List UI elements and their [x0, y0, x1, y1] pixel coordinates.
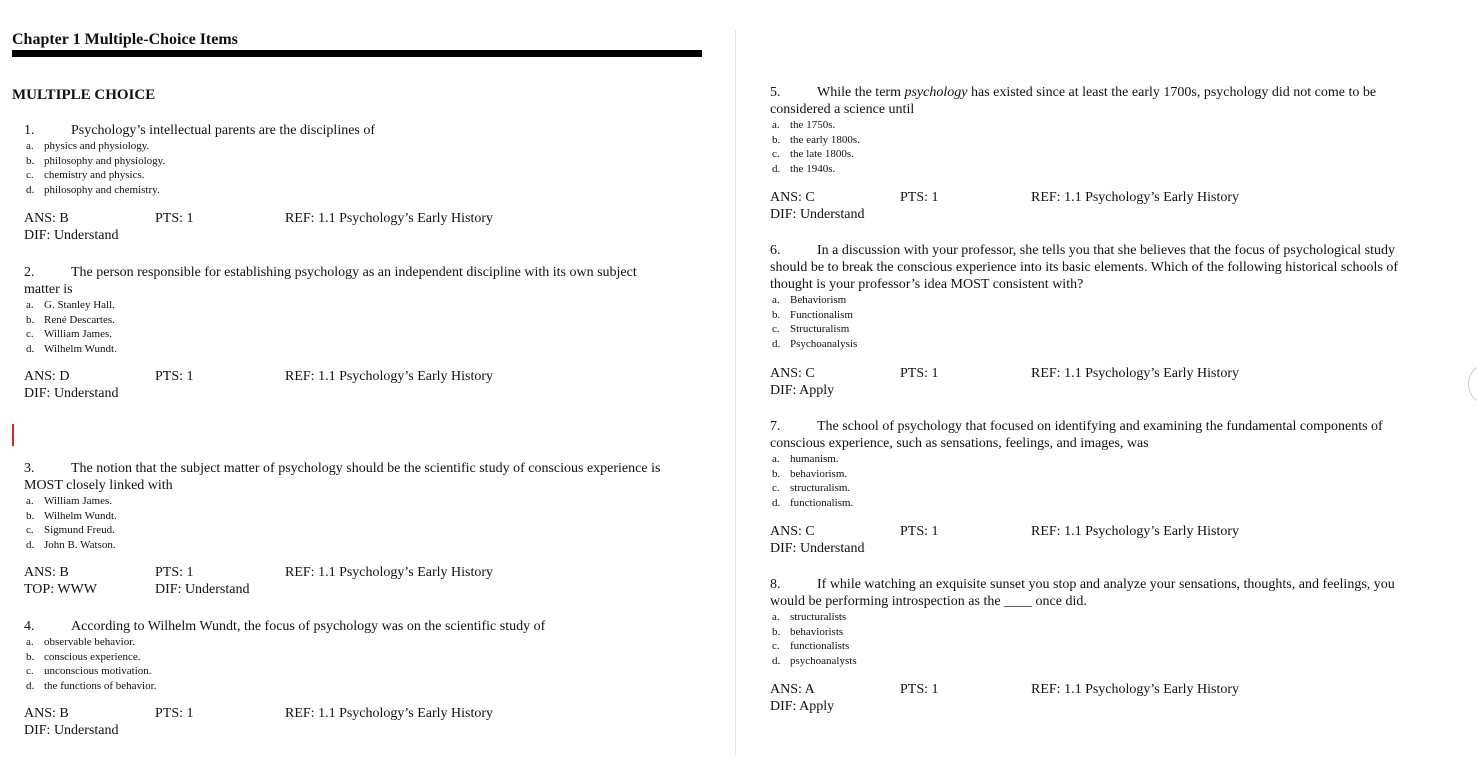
option-c: c. functionalists	[772, 640, 850, 653]
title-rule	[12, 50, 702, 57]
question-number: 1.	[24, 123, 35, 138]
option-d: d. the 1940s.	[772, 163, 836, 176]
question-number: 6.	[770, 243, 781, 258]
question-4	[24, 618, 545, 694]
difficulty: DIF: Apply	[770, 383, 835, 398]
option-c: c. chemistry and physics.	[26, 169, 145, 182]
options-list	[24, 298, 637, 357]
difficulty: DIF: Understand	[24, 723, 119, 738]
options-list	[24, 139, 375, 198]
option-c: c. Sigmund Freud.	[26, 524, 115, 537]
option-b: b. the early 1800s.	[772, 133, 860, 146]
options-list	[770, 452, 1383, 511]
section-heading: MULTIPLE CHOICE	[12, 87, 156, 103]
option-d: d. functionalism.	[772, 497, 854, 510]
answer-meta-2	[24, 368, 724, 402]
reference: REF: 1.1 Psychology’s Early History	[285, 706, 494, 721]
points: PTS: 1	[900, 524, 939, 539]
answer-meta-6	[770, 365, 1470, 399]
points: PTS: 1	[155, 211, 194, 226]
answer-key: ANS: C	[770, 190, 815, 205]
points: PTS: 1	[155, 565, 194, 580]
question-stem-cont: matter is	[24, 282, 73, 297]
difficulty: DIF: Apply	[770, 699, 835, 714]
question-number: 7.	[770, 419, 781, 434]
question-stem: Psychology’s intellectual parents are the disciplines of	[71, 123, 376, 138]
option-a: a. G. Stanley Hall.	[26, 299, 115, 311]
option-d: d. Wilhelm Wundt.	[26, 343, 117, 356]
page-divider	[735, 30, 736, 755]
answer-meta-8	[770, 681, 1470, 715]
options-list	[24, 494, 660, 553]
question-stem: According to Wilhelm Wundt, the focus of psychology was on the scientific study of	[71, 619, 546, 634]
option-c: c. William James.	[26, 328, 112, 341]
option-a: a. Behaviorism	[772, 294, 847, 306]
answer-meta-4	[24, 705, 724, 739]
question-6	[770, 242, 1398, 352]
answer-meta-7	[770, 523, 1470, 557]
options-list	[770, 118, 1376, 177]
option-a: a. William James.	[26, 495, 112, 507]
page-title: Chapter 1 Multiple-Choice Items	[12, 31, 238, 48]
option-d: d. psychoanalysts	[772, 655, 857, 668]
points: PTS: 1	[900, 190, 939, 205]
answer-key: ANS: C	[770, 366, 815, 381]
topic: TOP: WWW	[24, 582, 97, 597]
points: PTS: 1	[155, 706, 194, 721]
option-d: d. philosophy and chemistry.	[26, 184, 160, 197]
option-c: c. unconscious motivation.	[26, 665, 152, 678]
question-stem: The notion that the subject matter of psychology should be the scientific study of conscious experience is	[71, 461, 661, 476]
reference: REF: 1.1 Psychology’s Early History	[1031, 190, 1240, 205]
question-1	[24, 122, 375, 198]
difficulty: DIF: Understand	[770, 541, 865, 556]
reference: REF: 1.1 Psychology’s Early History	[285, 369, 494, 384]
question-3	[24, 460, 660, 553]
question-stem-cont: MOST closely linked with	[24, 478, 173, 493]
answer-meta-5	[770, 189, 1470, 223]
answer-key: ANS: C	[770, 524, 815, 539]
question-stem: While the term psychology has existed since at least the early 1700s, psychology did not come to be	[817, 85, 1377, 100]
option-a: a. structuralists	[772, 611, 847, 623]
difficulty: DIF: Understand	[155, 582, 250, 597]
answer-key: ANS: B	[24, 706, 69, 721]
option-b: b. behaviorism.	[772, 467, 848, 480]
answer-meta-3	[24, 564, 724, 598]
option-b: b. Functionalism	[772, 308, 853, 321]
options-list	[770, 610, 1395, 669]
options-list	[24, 635, 545, 694]
question-stem: If while watching an exquisite sunset you stop and analyze your sensations, thoughts, and feelings, you	[817, 577, 1395, 592]
question-stem-cont: would be performing introspection as the ____ once did.	[770, 594, 1087, 609]
points: PTS: 1	[900, 682, 939, 697]
difficulty: DIF: Understand	[24, 228, 119, 243]
question-8	[770, 576, 1395, 669]
reference: REF: 1.1 Psychology’s Early History	[1031, 682, 1240, 697]
italic-term: psychology	[904, 85, 968, 100]
option-a: a. observable behavior.	[26, 636, 136, 648]
option-b: b. conscious experience.	[26, 650, 141, 663]
option-a: a. humanism.	[772, 453, 839, 465]
answer-meta-1	[24, 210, 724, 244]
option-a: a. the 1750s.	[772, 119, 836, 131]
option-d: d. the functions of behavior.	[26, 680, 157, 693]
option-c: c. the late 1800s.	[772, 148, 854, 161]
answer-key: ANS: D	[24, 369, 70, 384]
option-b: b. behaviorists	[772, 625, 844, 638]
question-stem-cont: considered a science until	[770, 102, 915, 117]
reference: REF: 1.1 Psychology’s Early History	[1031, 366, 1240, 381]
reference: REF: 1.1 Psychology’s Early History	[285, 565, 494, 580]
option-b: b. Wilhelm Wundt.	[26, 509, 117, 522]
question-stem: The school of psychology that focused on identifying and examining the fundamental components of	[817, 419, 1383, 434]
option-a: a. physics and physiology.	[26, 140, 150, 152]
question-number: 2.	[24, 265, 35, 280]
option-c: c. structuralism.	[772, 482, 851, 495]
question-stem: The person responsible for establishing psychology as an independent discipline with its own subject	[71, 265, 637, 280]
answer-key: ANS: B	[24, 565, 69, 580]
points: PTS: 1	[155, 369, 194, 384]
question-number: 8.	[770, 577, 781, 592]
difficulty: DIF: Understand	[770, 207, 865, 222]
difficulty: DIF: Understand	[24, 386, 119, 401]
question-stem: In a discussion with your professor, she tells you that she believes that the focus of psychological study	[817, 243, 1395, 258]
points: PTS: 1	[900, 366, 939, 381]
question-stem-cont: should be to break the conscious experience into its basic elements. Which of the following historical schools of	[770, 260, 1399, 275]
question-number: 5.	[770, 85, 781, 100]
option-b: b. philosophy and physiology.	[26, 154, 166, 167]
question-stem-cont: thought is your professor’s idea MOST consistent with?	[770, 277, 1084, 292]
answer-key: ANS: A	[770, 682, 815, 697]
reference: REF: 1.1 Psychology’s Early History	[285, 211, 494, 226]
options-list	[770, 293, 1398, 352]
option-b: b. René Descartes.	[26, 313, 115, 326]
question-number: 3.	[24, 461, 35, 476]
question-2	[24, 264, 637, 357]
reference: REF: 1.1 Psychology’s Early History	[1031, 524, 1240, 539]
question-stem-cont: conscious experience, such as sensations, feelings, and images, was	[770, 436, 1149, 451]
text-cursor	[12, 424, 14, 446]
option-d: d. Psychoanalysis	[772, 338, 858, 351]
option-d: d. John B. Watson.	[26, 539, 116, 552]
question-5	[770, 84, 1376, 177]
question-number: 4.	[24, 619, 35, 634]
answer-key: ANS: B	[24, 211, 69, 226]
option-c: c. Structuralism	[772, 323, 850, 336]
question-7	[770, 418, 1383, 511]
